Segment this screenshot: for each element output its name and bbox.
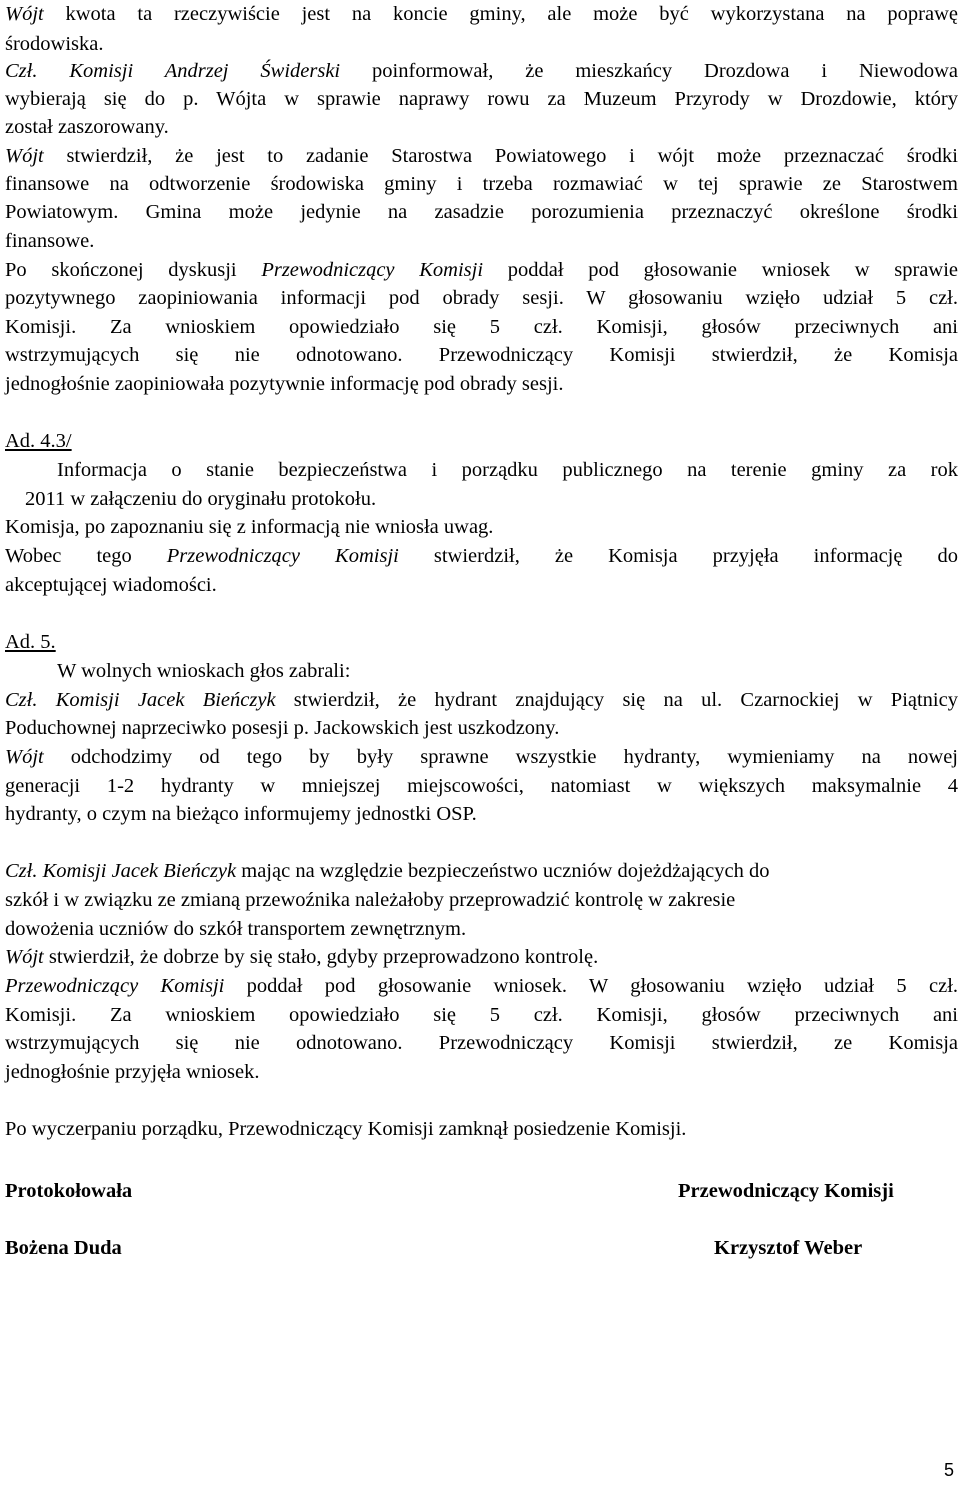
text-line: jednogłośnie zaopiniowała pozytywnie informację pod obrady sesji. <box>5 373 564 395</box>
text-line: wstrzymujących się nie odnotowano. Przewodniczący Komisji stwierdził, ze Komisja <box>5 1032 958 1054</box>
speaker-name: Czł. Komisji Jacek Bieńczyk <box>5 689 276 711</box>
speaker-name: Wójt <box>5 3 44 25</box>
text-line: Przewodniczący Komisji poddał pod głosowanie wniosek. W głosowaniu wzięło udział 5 czł. <box>5 975 959 997</box>
text-line: Komisja, po zapoznaniu się z informacją nie wniosła uwag. <box>5 516 494 538</box>
text-line: W wolnych wnioskach głos zabrali: <box>57 660 351 682</box>
text-line: wstrzymujących się nie odnotowano. Przewodniczący Komisji stwierdził, że Komisja <box>5 344 958 366</box>
speaker-name: Przewodniczący Komisji <box>5 975 225 997</box>
speaker-name: Przewodniczący Komisji <box>166 545 399 567</box>
speaker-name: Czł. Komisji Andrzej Świderski <box>5 60 341 82</box>
text-line: Wobec tego Przewodniczący Komisji stwierdził, że Komisja przyjęła informację do <box>5 545 959 567</box>
signature-left-name: Bożena Duda <box>5 1237 122 1259</box>
text-line: Czł. Komisji Jacek Bieńczyk stwierdził, że hydrant znajdujący się na ul. Czarnockiej w Piątnicy <box>5 689 958 711</box>
text-line: Komisji. Za wnioskiem opowiedziało się 5 czł. Komisji, głosów przeciwnych ani <box>5 1004 958 1026</box>
section-heading: Ad. 4.3/ <box>5 430 72 452</box>
text-line: dowożenia uczniów do szkół transportem zewnętrznym. <box>5 918 467 940</box>
text-line: Po skończonej dyskusji Przewodniczący Komisji poddał pod głosowanie wniosek w sprawie <box>5 259 959 281</box>
text-line: 2011 w załączeniu do oryginału protokołu. <box>25 488 377 510</box>
text-line: Powiatowym. Gmina może jedynie na zasadzie porozumienia przeznaczyć określone środki <box>5 201 958 223</box>
text-line: Czł. Komisji Jacek Bieńczyk mając na względzie bezpieczeństwo uczniów dojeżdżających do <box>5 860 770 882</box>
signature-right-role: Przewodniczący Komisji <box>678 1180 894 1202</box>
text-line: wybierają się do p. Wójta w sprawie naprawy rowu za Muzeum Przyrody w Drozdowie, który <box>5 88 958 110</box>
text-line: generacji 1-2 hydranty w mniejszej miejscowości, natomiast w większych maksymalnie 4 <box>5 775 958 797</box>
speaker-name: Wójt <box>5 145 44 167</box>
text-line: Czł. Komisji Andrzej Świderski poinformował, że mieszkańcy Drozdowa i Niewodowa <box>5 60 958 82</box>
text-line: hydranty, o czym na bieżąco informujemy jednostki OSP. <box>5 803 477 825</box>
speaker-name: Czł. Komisji Jacek Bieńczyk <box>5 860 237 882</box>
text-line: środowiska. <box>5 33 104 55</box>
text-line: Komisji. Za wnioskiem opowiedziało się 5 czł. Komisji, głosów przeciwnych ani <box>5 316 958 338</box>
text-line: Wójt stwierdził, że jest to zadanie Starostwa Powiatowego i wójt może przeznaczać środki <box>5 145 958 167</box>
text-line: Wójt kwota ta rzeczywiście jest na koncie gminy, ale może być wykorzystana na poprawę <box>5 3 958 25</box>
text-line: szkół i w związku ze zmianą przewoźnika należałoby przeprowadzić kontrolę w zakresie <box>5 889 736 911</box>
speaker-name: Wójt <box>5 746 44 768</box>
speaker-name: Przewodniczący Komisji <box>261 259 484 281</box>
text-line: Po wyczerpaniu porządku, Przewodniczący Komisji zamknął posiedzenie Komisji. <box>5 1118 687 1140</box>
text-line: pozytywnego zaopiniowania informacji pod obrady sesji. W głosowaniu wzięło udział 5 czł. <box>5 287 958 309</box>
text-line: finansowe. <box>5 230 95 252</box>
text-line: Poduchownej naprzeciwko posesji p. Jackowskich jest uszkodzony. <box>5 717 560 739</box>
section-heading: Ad. 5. <box>5 631 56 653</box>
text-line: został zaszorowany. <box>5 116 169 138</box>
signature-left-role: Protokołowała <box>5 1180 133 1202</box>
text-line: finansowe na odtworzenie środowiska gminy i trzeba rozmawiać w tej sprawie ze Starostwem <box>5 173 958 195</box>
text-line: jednogłośnie przyjęła wniosek. <box>5 1061 260 1083</box>
speaker-name: Wójt <box>5 946 44 968</box>
text-line: Informacja o stanie bezpieczeństwa i porządku publicznego na terenie gminy za rok <box>57 459 958 481</box>
text-line: Wójt stwierdził, że dobrze by się stało, gdyby przeprowadzono kontrolę. <box>5 946 599 968</box>
text-line: Wójt odchodzimy od tego by były sprawne wszystkie hydranty, wymieniamy na nowej <box>5 746 958 768</box>
page-number: 5 <box>943 1460 954 1480</box>
text-line: akceptującej wiadomości. <box>5 574 217 596</box>
signature-right-name: Krzysztof Weber <box>714 1237 863 1259</box>
